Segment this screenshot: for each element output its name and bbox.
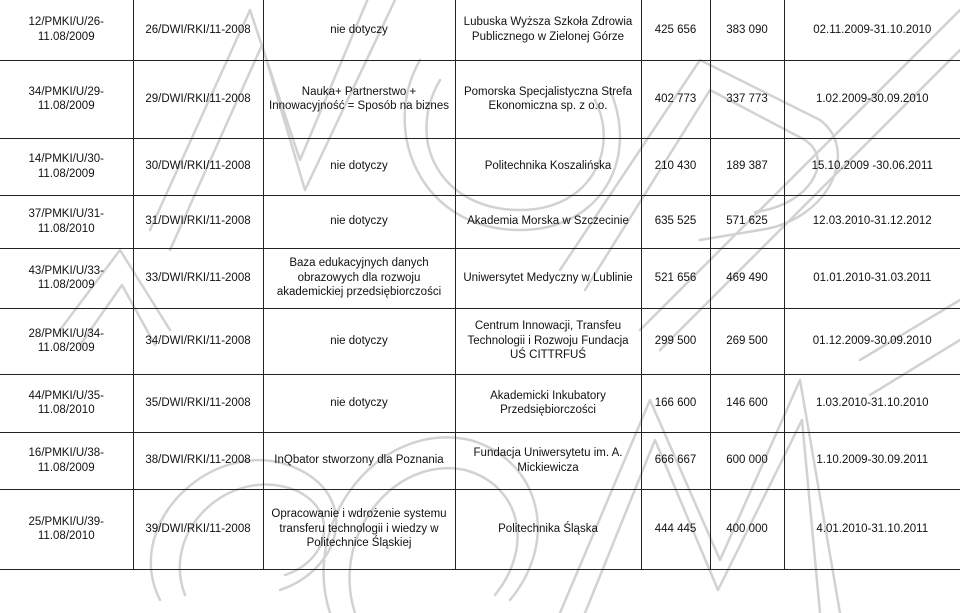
period-cell: 01.12.2009-30.09.2010 [784, 308, 960, 374]
project-title-cell: nie dotyczy [263, 308, 455, 374]
period-cell: 1.10.2009-30.09.2011 [784, 432, 960, 489]
table-row [0, 138, 960, 195]
table-row [0, 195, 960, 248]
funding-amount-cell: 469 490 [710, 248, 784, 308]
decision-number-cell: 34/DWI/RKI/11-2008 [133, 308, 263, 374]
decision-number-cell: 38/DWI/RKI/11-2008 [133, 432, 263, 489]
project-title-cell: nie dotyczy [263, 138, 455, 195]
agreement-number-cell: 34/PMKI/U/29-11.08/2009 [0, 60, 133, 138]
funding-amount-cell: 146 600 [710, 374, 784, 432]
beneficiary-cell: Akademia Morska w Szczecinie [455, 195, 641, 248]
decision-number-cell: 30/DWI/RKI/11-2008 [133, 138, 263, 195]
table-row [0, 308, 960, 374]
table-row [0, 432, 960, 489]
beneficiary-cell: Politechnika Koszalińska [455, 138, 641, 195]
decision-number-cell: 26/DWI/RKI/11-2008 [133, 0, 263, 60]
funding-amount-cell: 400 000 [710, 489, 784, 569]
project-title-cell: nie dotyczy [263, 195, 455, 248]
beneficiary-cell: Lubuska Wyższa Szkoła Zdrowia Publicznego w Zielonej Górze [455, 0, 641, 60]
decision-number-cell: 31/DWI/RKI/11-2008 [133, 195, 263, 248]
project-title-cell: InQbator stworzony dla Poznania [263, 432, 455, 489]
project-title-cell: Opracowanie i wdrożenie systemu transferu technologii i wiedzy w Politechnice Śląskiej [263, 489, 455, 569]
total-value-cell: 425 656 [641, 0, 710, 60]
beneficiary-cell: Uniwersytet Medyczny w Lublinie [455, 248, 641, 308]
funding-amount-cell: 189 387 [710, 138, 784, 195]
table-row [0, 374, 960, 432]
period-cell: 1.02.2009-30.09.2010 [784, 60, 960, 138]
total-value-cell: 210 430 [641, 138, 710, 195]
agreement-number-cell: 43/PMKI/U/33-11.08/2009 [0, 248, 133, 308]
period-cell: 12.03.2010-31.12.2012 [784, 195, 960, 248]
funding-amount-cell: 600 000 [710, 432, 784, 489]
project-title-cell: Nauka+ Partnerstwo + Innowacyjność = Sposób na biznes [263, 60, 455, 138]
agreement-number-cell: 14/PMKI/U/30-11.08/2009 [0, 138, 133, 195]
project-title-cell: Baza edukacyjnych danych obrazowych dla rozwoju akademickiej przedsiębiorczości [263, 248, 455, 308]
agreement-number-cell: 28/PMKI/U/34-11.08/2009 [0, 308, 133, 374]
agreement-number-cell: 12/PMKI/U/26-11.08/2009 [0, 0, 133, 60]
total-value-cell: 166 600 [641, 374, 710, 432]
decision-number-cell: 33/DWI/RKI/11-2008 [133, 248, 263, 308]
total-value-cell: 635 525 [641, 195, 710, 248]
period-cell: 1.03.2010-31.10.2010 [784, 374, 960, 432]
beneficiary-cell: Politechnika Śląska [455, 489, 641, 569]
beneficiary-cell: Akademicki Inkubatory Przedsiębiorczości [455, 374, 641, 432]
table-row [0, 0, 960, 60]
beneficiary-cell: Centrum Innowacji, Transfeu Technologii i Rozwoju Fundacja UŚ CITTRFUŚ [455, 308, 641, 374]
total-value-cell: 444 445 [641, 489, 710, 569]
funding-amount-cell: 383 090 [710, 0, 784, 60]
decision-number-cell: 29/DWI/RKI/11-2008 [133, 60, 263, 138]
agreement-number-cell: 44/PMKI/U/35-11.08/2010 [0, 374, 133, 432]
table-row [0, 248, 960, 308]
period-cell: 02.11.2009-31.10.2010 [784, 0, 960, 60]
funding-amount-cell: 337 773 [710, 60, 784, 138]
decision-number-cell: 39/DWI/RKI/11-2008 [133, 489, 263, 569]
table-row [0, 489, 960, 569]
agreement-number-cell: 16/PMKI/U/38-11.08/2009 [0, 432, 133, 489]
agreement-number-cell: 25/PMKI/U/39-11.08/2010 [0, 489, 133, 569]
decision-number-cell: 35/DWI/RKI/11-2008 [133, 374, 263, 432]
table-row [0, 60, 960, 138]
period-cell: 4.01.2010-31.10.2011 [784, 489, 960, 569]
total-value-cell: 402 773 [641, 60, 710, 138]
project-title-cell: nie dotyczy [263, 374, 455, 432]
total-value-cell: 299 500 [641, 308, 710, 374]
funding-amount-cell: 571 625 [710, 195, 784, 248]
project-title-cell: nie dotyczy [263, 0, 455, 60]
period-cell: 15.10.2009 -30.06.2011 [784, 138, 960, 195]
funding-amount-cell: 269 500 [710, 308, 784, 374]
period-cell: 01.01.2010-31.03.2011 [784, 248, 960, 308]
beneficiary-cell: Fundacja Uniwersytetu im. A. Mickiewicza [455, 432, 641, 489]
agreement-number-cell: 37/PMKI/U/31-11.08/2010 [0, 195, 133, 248]
beneficiary-cell: Pomorska Specjalistyczna Strefa Ekonomiczna sp. z o.o. [455, 60, 641, 138]
total-value-cell: 666 667 [641, 432, 710, 489]
total-value-cell: 521 656 [641, 248, 710, 308]
